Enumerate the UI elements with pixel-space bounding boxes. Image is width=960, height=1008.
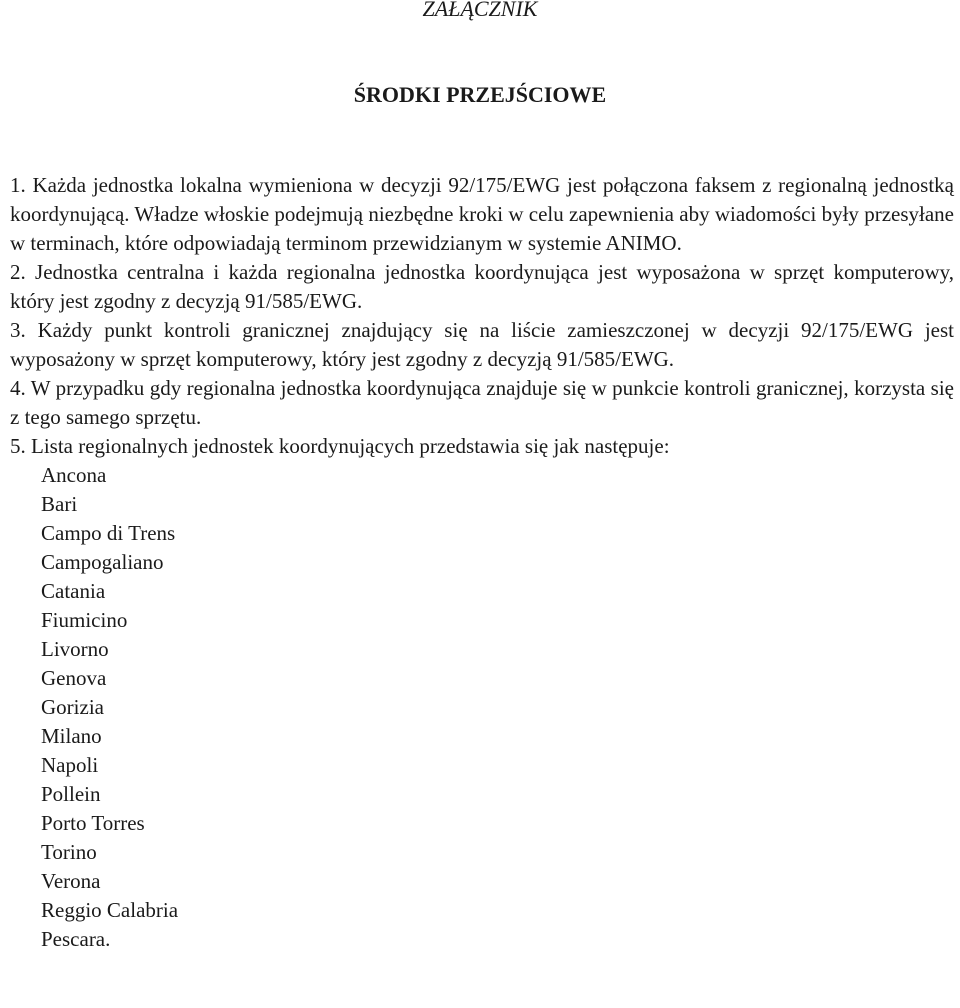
list-item: Pescara. [41,927,111,951]
annex-heading: ZAŁĄCZNIK [422,0,538,21]
list-item: Bari [41,492,78,516]
item-text: W przypadku gdy regionalna jednostka koordynująca znajduje się w punkcie kontroli granicznej, korzysta się z tego samego sprzętu. [10,376,954,429]
list-item: Ancona [41,463,107,487]
list-item: Reggio Calabria [41,898,179,922]
document-title: ŚRODKI PRZEJŚCIOWE [353,82,607,107]
list-item: Porto Torres [41,811,145,835]
list-item: Catania [41,579,106,603]
list-item: Campo di Trens [41,521,176,545]
list-item: Fiumicino [41,608,128,632]
list-item: Genova [41,666,107,690]
item-text: Jednostka centralna i każda regionalna jednostka koordynująca jest wyposażona w sprzęt komputerowy, który jest zgodny z decyzją 91/585/EWG. [10,260,955,313]
item-number: 5. [10,434,26,458]
paragraph-item-2 [10,258,954,316]
document-body [10,171,954,954]
paragraph-item-5 [10,432,954,461]
item-text: Każda jednostka lokalna wymieniona w decyzji 92/175/EWG jest połączona faksem z regionalną jednostką koordynującą. Władze włoskie podejmują niezbędne kroki w celu zapewnienia aby wiadomości były przesyłane w terminach, które odpowiadają terminom przewidzianym w systemie ANIMO. [10,173,954,255]
list-item: Livorno [41,637,109,661]
item-number: 4. [10,376,26,400]
paragraph-item-1 [10,171,954,258]
list-item: Napoli [41,753,99,777]
city-list [10,461,954,954]
paragraph-item-4 [10,374,954,432]
list-item: Campogaliano [41,550,164,574]
item-text: Lista regionalnych jednostek koordynujących przedstawia się jak następuje: [31,434,670,458]
list-item: Gorizia [41,695,104,719]
item-text: Każdy punkt kontroli granicznej znajdujący się na liście zamieszczonej w decyzji 92/175/EWG jest wyposażony w sprzęt komputerowy, który jest zgodny z decyzją 91/585/EWG. [10,318,954,371]
list-item: Torino [41,840,97,864]
item-number: 3. [10,318,26,342]
list-item: Pollein [41,782,101,806]
list-item: Verona [41,869,101,893]
item-number: 2. [10,260,26,284]
item-number: 1. [10,173,26,197]
paragraph-item-3 [10,316,954,374]
list-item: Milano [41,724,102,748]
